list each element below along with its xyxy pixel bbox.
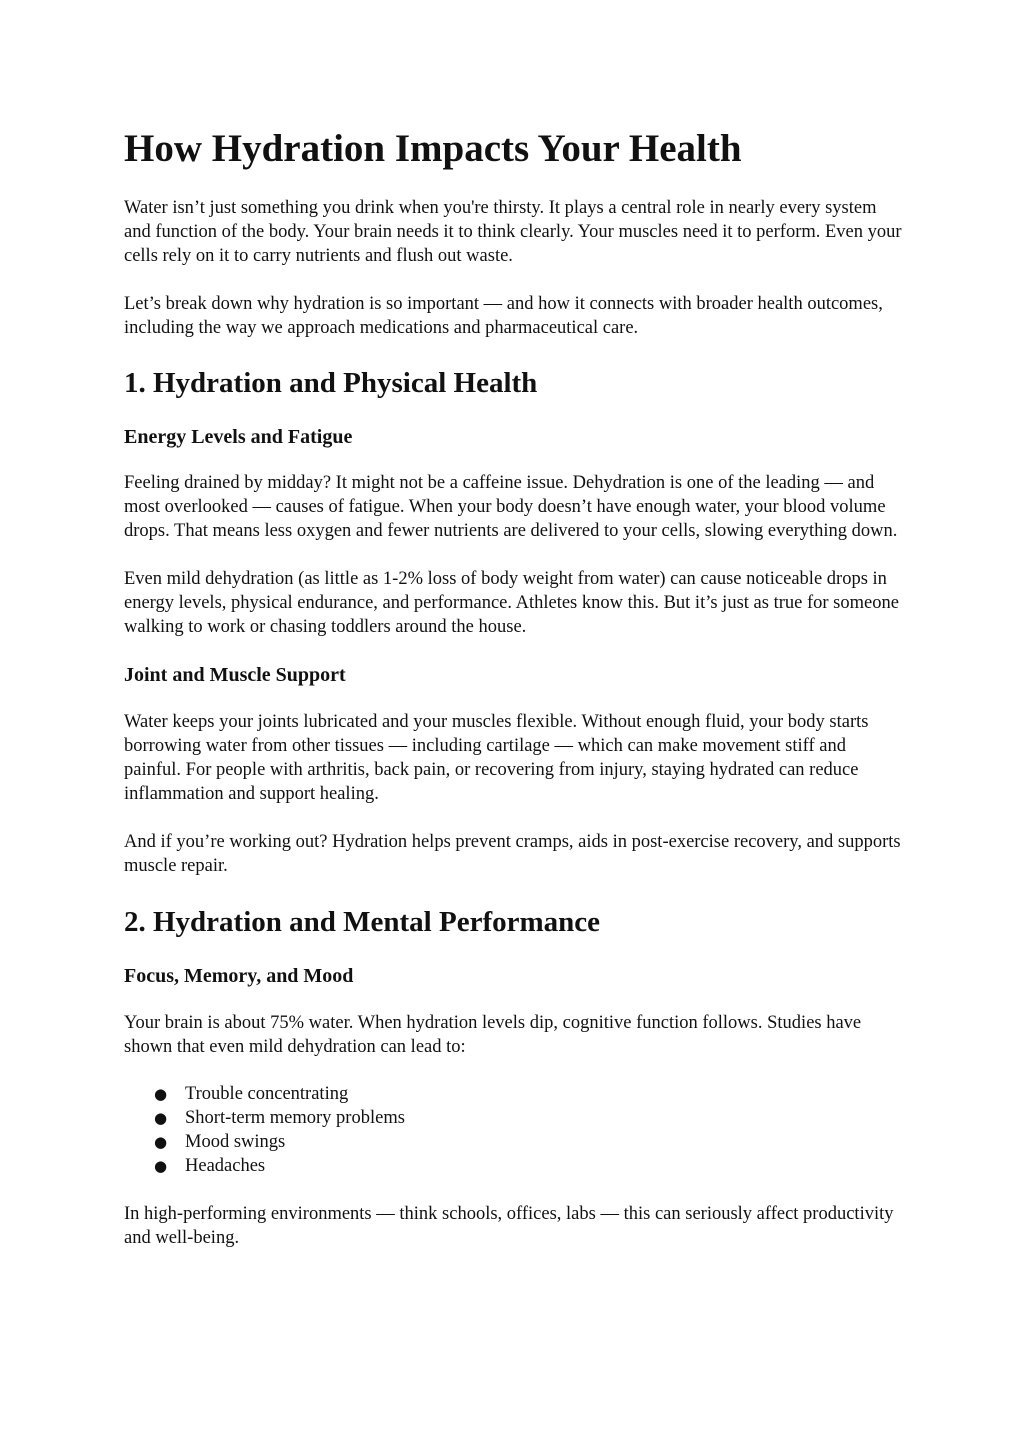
energy-subheading: Energy Levels and Fatigue xyxy=(124,426,353,448)
section-1-heading: 1. Hydration and Physical Health xyxy=(124,367,538,399)
bullet-icon: ● xyxy=(154,1133,168,1151)
intro-paragraph-2: Let’s break down why hydration is so important — and how it connects with broader health outcomes, including the way we approach medications and pharmaceutical care. xyxy=(124,294,883,338)
focus-intro-paragraph: Your brain is about 75% water. When hydration levels dip, cognitive function follows. Studies have shown that even mild dehydration can lead to: xyxy=(124,1013,862,1057)
bullet-icon: ● xyxy=(154,1157,168,1175)
list-item xyxy=(124,1154,904,1178)
list-item-text: Headaches xyxy=(185,1156,266,1176)
symptom-list xyxy=(124,1082,904,1178)
closing-paragraph: In high-performing environments — think schools, offices, labs — this can seriously affect productivity and well-being. xyxy=(124,1204,894,1248)
joint-subheading: Joint and Muscle Support xyxy=(124,664,346,686)
list-item xyxy=(124,1082,904,1106)
bullet-icon: ● xyxy=(154,1109,168,1127)
intro-paragraph-1: Water isn’t just something you drink when you're thirsty. It plays a central role in nearly every system and function of the body. Your brain needs it to think clearly. Your muscles need it to perform. Even your cells rely on it to carry nutrients and flush out waste. xyxy=(124,198,902,266)
page-title: How Hydration Impacts Your Health xyxy=(124,127,742,170)
energy-paragraph-1: Feeling drained by midday? It might not be a caffeine issue. Dehydration is one of the leading — and most overlooked — causes of fatigue. When your body doesn’t have enough water, your blood volume drops. That means less oxygen and fewer nutrients are delivered to your cells, slowing everything down. xyxy=(124,473,898,541)
joint-paragraph-2: And if you’re working out? Hydration helps prevent cramps, aids in post-exercise recovery, and supports muscle repair. xyxy=(124,832,901,876)
energy-paragraph-2: Even mild dehydration (as little as 1-2% loss of body weight from water) can cause noticeable drops in energy levels, physical endurance, and performance. Athletes know this. But it’s just as true for someone walking to work or chasing toddlers around the house. xyxy=(124,569,899,637)
list-item-text: Trouble concentrating xyxy=(185,1084,349,1104)
joint-paragraph-1: Water keeps your joints lubricated and your muscles flexible. Without enough fluid, your body starts borrowing water from other tissues — including cartilage — which can make movement stiff and painful. For people with arthritis, back pain, or recovering from injury, staying hydrated can reduce inflammation and support healing. xyxy=(124,712,869,804)
focus-subheading: Focus, Memory, and Mood xyxy=(124,965,354,987)
list-item xyxy=(124,1130,904,1154)
list-item-text: Short-term memory problems xyxy=(185,1108,405,1128)
section-2-heading: 2. Hydration and Mental Performance xyxy=(124,906,601,938)
bullet-icon: ● xyxy=(154,1085,168,1103)
list-item-text: Mood swings xyxy=(185,1132,286,1152)
list-item xyxy=(124,1106,904,1130)
document-page xyxy=(124,124,904,1250)
